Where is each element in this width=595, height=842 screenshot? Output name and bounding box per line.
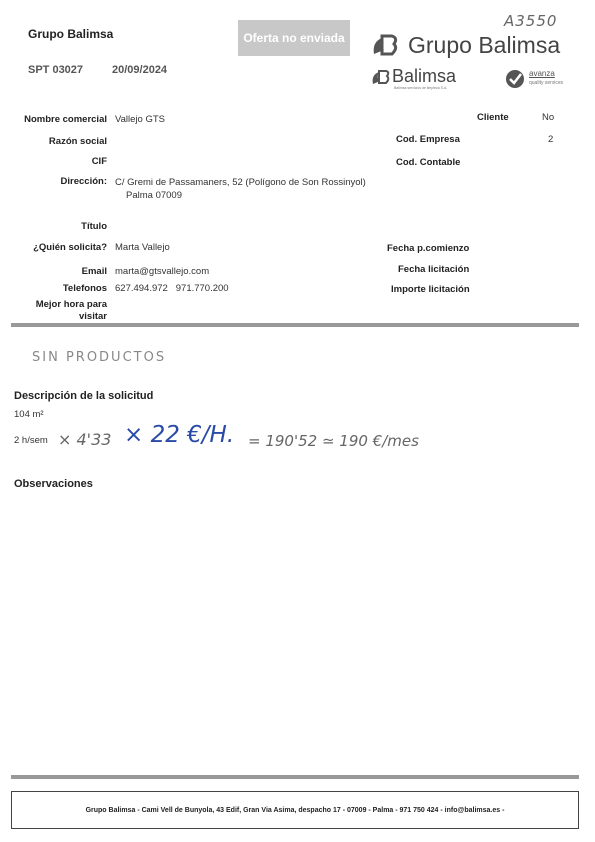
footer-text: Grupo Balimsa - Cami Vell de Bunyola, 43 Edif, Gran Via Asima, despacho 17 - 07009 - Palma - 971 750 424 - info@balimsa.es - bbox=[85, 806, 505, 814]
balimsa-logo-icon bbox=[370, 32, 400, 58]
label-email: Email bbox=[81, 266, 107, 277]
label-mejor-hora-line2: visitar bbox=[79, 311, 107, 322]
logo-sub-small-text: Balimsa servicios de limpieza S.A. bbox=[394, 86, 448, 90]
label-cliente: Cliente bbox=[477, 112, 509, 123]
label-telefonos: Telefonos bbox=[62, 283, 107, 294]
section-divider bbox=[11, 323, 579, 327]
label-nombre-comercial: Nombre comercial bbox=[24, 114, 107, 125]
label-fecha-comienzo: Fecha p.comienzo bbox=[387, 243, 470, 254]
value-telefonos: 627.494.972 971.770.200 bbox=[115, 283, 229, 294]
logo-main-text: Grupo Balimsa bbox=[408, 32, 561, 58]
value-quien-solicita: Marta Vallejo bbox=[115, 242, 170, 253]
avanza-sub-text: quality services bbox=[529, 80, 564, 86]
label-importe-licitacion: Importe licitación bbox=[391, 284, 470, 295]
descripcion-line1: 104 m² bbox=[14, 409, 44, 420]
observaciones-title: Observaciones bbox=[14, 478, 93, 490]
value-nombre-comercial: Vallejo GTS bbox=[115, 114, 165, 125]
value-cliente: No bbox=[542, 112, 555, 123]
label-cif: CIF bbox=[91, 156, 107, 167]
document-date: 20/09/2024 bbox=[112, 64, 168, 76]
document-code: SPT 03027 bbox=[28, 64, 84, 76]
value-email: marta@gtsvallejo.com bbox=[115, 266, 210, 277]
descripcion-line2: 2 h/sem bbox=[14, 435, 48, 446]
company-name: Grupo Balimsa bbox=[28, 27, 114, 41]
balimsa-sub-logo-icon bbox=[370, 68, 392, 86]
logo-sub-text: Balimsa bbox=[392, 66, 457, 86]
avanza-logo-text: avanza bbox=[529, 69, 555, 78]
handwritten-calc-blue: × 22 €/H. bbox=[124, 422, 235, 448]
label-quien-solicita: ¿Quién solicita? bbox=[33, 242, 107, 253]
label-cod-contable: Cod. Contable bbox=[396, 157, 461, 168]
label-direccion: Dirección: bbox=[60, 176, 107, 187]
status-badge: Oferta no enviada bbox=[238, 20, 350, 56]
label-mejor-hora-line1: Mejor hora para bbox=[35, 299, 107, 310]
value-cod-empresa: 2 bbox=[548, 134, 554, 145]
label-fecha-licitacion: Fecha licitación bbox=[398, 264, 470, 275]
handwritten-calc-grey-2: = 190'52 ≃ 190 €/mes bbox=[248, 432, 419, 450]
label-titulo: Título bbox=[81, 221, 107, 232]
handwritten-ref-note: A3550 bbox=[504, 12, 558, 30]
footer-box bbox=[11, 791, 579, 829]
footer-divider bbox=[11, 775, 579, 779]
descripcion-title: Descripción de la solicitud bbox=[14, 390, 154, 402]
value-direccion-line1: C/ Gremi de Passamaners, 52 (Polígono de Son Rossinyol) bbox=[115, 177, 366, 188]
avanza-check-icon bbox=[506, 70, 524, 88]
label-razon-social: Razón social bbox=[48, 136, 107, 147]
label-cod-empresa: Cod. Empresa bbox=[396, 134, 460, 145]
handwritten-calc-grey-1: × 4'33 bbox=[58, 430, 112, 449]
handwritten-sin-productos: SIN PRODUCTOS bbox=[32, 350, 167, 365]
value-direccion-line2: Palma 07009 bbox=[126, 190, 182, 201]
